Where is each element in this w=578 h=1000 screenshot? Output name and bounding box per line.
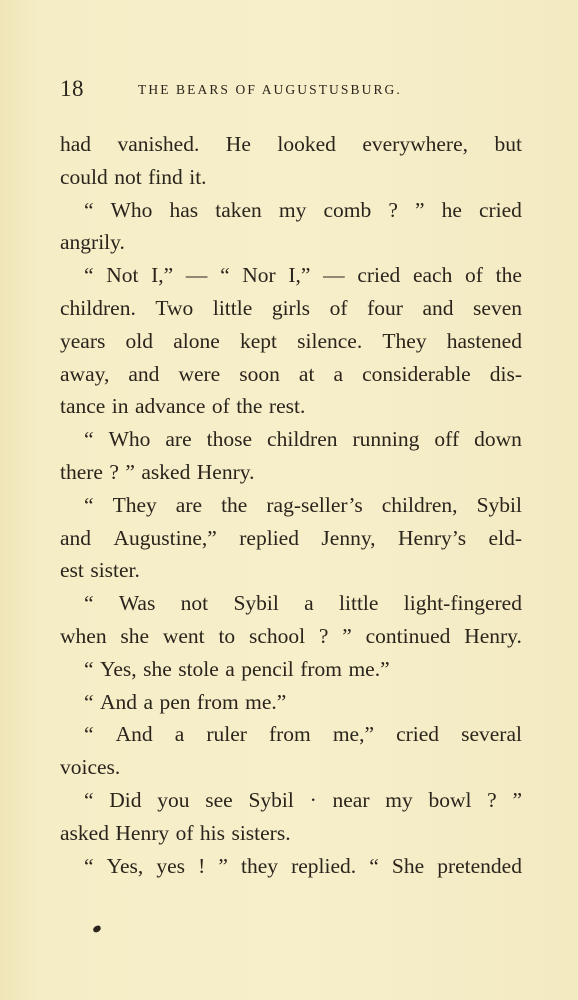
text-line: “ Was not Sybil a little light-fingered [84,591,522,616]
text-line: had vanished. He looked everywhere, but [60,132,522,156]
text-line: there ? ” asked Henry. [60,459,255,484]
text-line: and Augustine,” replied Jenny, Henry’s eld- [60,525,522,550]
running-title: THE BEARS OF AUGUSTUSBURG. [138,82,402,97]
text-line: “ Who has taken my comb ? ” he cried [84,197,522,222]
text-line: asked Henry of his sisters. [60,820,291,845]
text-line: children. Two little girls of four and seven [60,295,522,320]
text-line: away, and were soon at a considerable dis- [60,361,522,386]
text-line: when she went to school ? ” continued Henry. [60,623,522,648]
text-line: “ And a ruler from me,” cried several [84,722,522,747]
page-number: 18 [60,76,84,101]
ink-blot-mark [92,925,102,934]
text-line: voices. [60,755,121,780]
text-line: tance in advance of the rest. [60,394,306,419]
text-line: could not find it. [60,164,207,189]
text-line: years old alone kept silence. They hastened [60,328,522,353]
text-line: “ And a pen from me.” [84,689,287,714]
running-head [60,76,522,104]
text-line: “ Who are those children running off down [84,427,522,452]
text-line: angrily. [60,230,125,255]
text-line: “ Yes, yes ! ” they replied. “ She pretended [84,853,522,878]
text-line: “ Yes, she stole a pencil from me.” [84,656,390,681]
text-line: “ Not I,” — “ Nor I,” — cried each of the [84,263,522,288]
text-line: est sister. [60,558,140,583]
text-line: “ They are the rag-seller’s children, Sybil [84,492,522,517]
text-line: “ Did you see Sybil · near my bowl ? ” [84,787,522,812]
body-text [60,128,522,882]
